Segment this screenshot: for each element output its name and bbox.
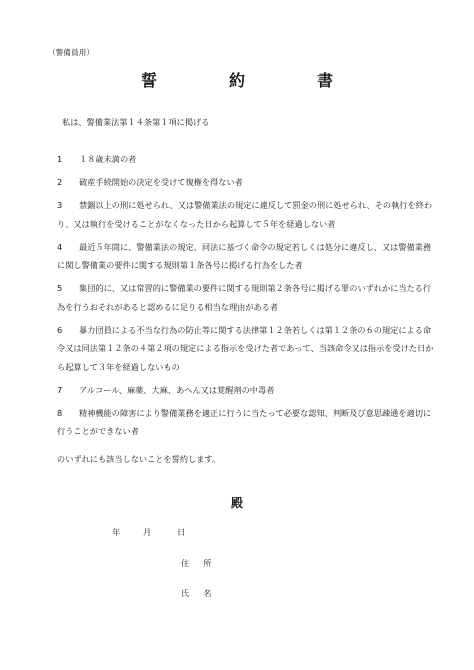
date-month-label: 月 (143, 527, 152, 537)
condition-text: 禁錮以上の刑に処せられ、又は警備業法の規定に違反して罰金の刑に処せられ、その執行を終わり、又は執行を受けることがなくなった日から起算して５年を経過しない者 (57, 200, 433, 229)
date-year-label: 年 (112, 527, 121, 537)
condition-item (57, 150, 437, 169)
name-label: 氏名 (181, 588, 226, 598)
condition-number: 2 (57, 177, 63, 187)
date-day-label: 日 (177, 527, 186, 537)
condition-number: 5 (57, 283, 63, 293)
condition-number: 8 (57, 407, 63, 418)
condition-item (57, 173, 437, 192)
condition-number: 4 (57, 241, 63, 252)
address-label: 住所 (181, 558, 226, 568)
intro-text: 私は、警備業法第１４条第１項に掲げる (62, 117, 210, 127)
document-category: （警備員用） (48, 48, 95, 57)
condition-text: １８歳未満の者 (79, 154, 137, 164)
condition-text: 精神機能の障害により警備業務を適正に行うに当たって必要な認知、判断及び意思疎通を適切に行うことができない者 (57, 407, 432, 436)
condition-number: 7 (57, 384, 63, 395)
condition-item (57, 238, 437, 275)
condition-item (57, 196, 437, 233)
condition-number: 1 (57, 154, 63, 164)
condition-text: 破産手続開始の決定を受けて復権を得ない者 (79, 177, 243, 187)
document-title: 誓 約 書 (140, 71, 361, 90)
condition-item (57, 381, 437, 400)
condition-item (57, 321, 437, 377)
addressee-honorific: 殿 (230, 496, 243, 510)
condition-list (57, 150, 437, 445)
condition-number: 6 (57, 324, 63, 335)
condition-text: 最近５年間に、警備業法の規定、同法に基づく命令の規定若しくは処分に違反し、又は警備業務に関し警備業の要件に関する規則第１条各号に掲げる行為をした者 (57, 241, 432, 270)
condition-text: 暴力団員による不当な行為の防止等に関する法律第１２条若しくは第１２条の６の規定による命令又は同法第１２条の４第２項の規定による指示を受けた者であって、当該命令又は指示を受けた日から起算して３年を経過しないもの (57, 324, 434, 372)
condition-item (57, 404, 437, 441)
condition-text: 集団的に、又は常習的に警備業の要件に関する規則第２条各号に掲げる罪のいずれかに当たる行為を行うおそれがあると認めるに足りる相当な理由がある者 (57, 283, 432, 312)
closing-statement: のいずれにも該当しないことを誓約します。 (57, 454, 221, 464)
condition-item (57, 279, 437, 316)
condition-text: アルコール、麻薬、大麻、あへん又は覚醒剤の中毒者 (79, 384, 275, 395)
condition-number: 3 (57, 200, 63, 210)
